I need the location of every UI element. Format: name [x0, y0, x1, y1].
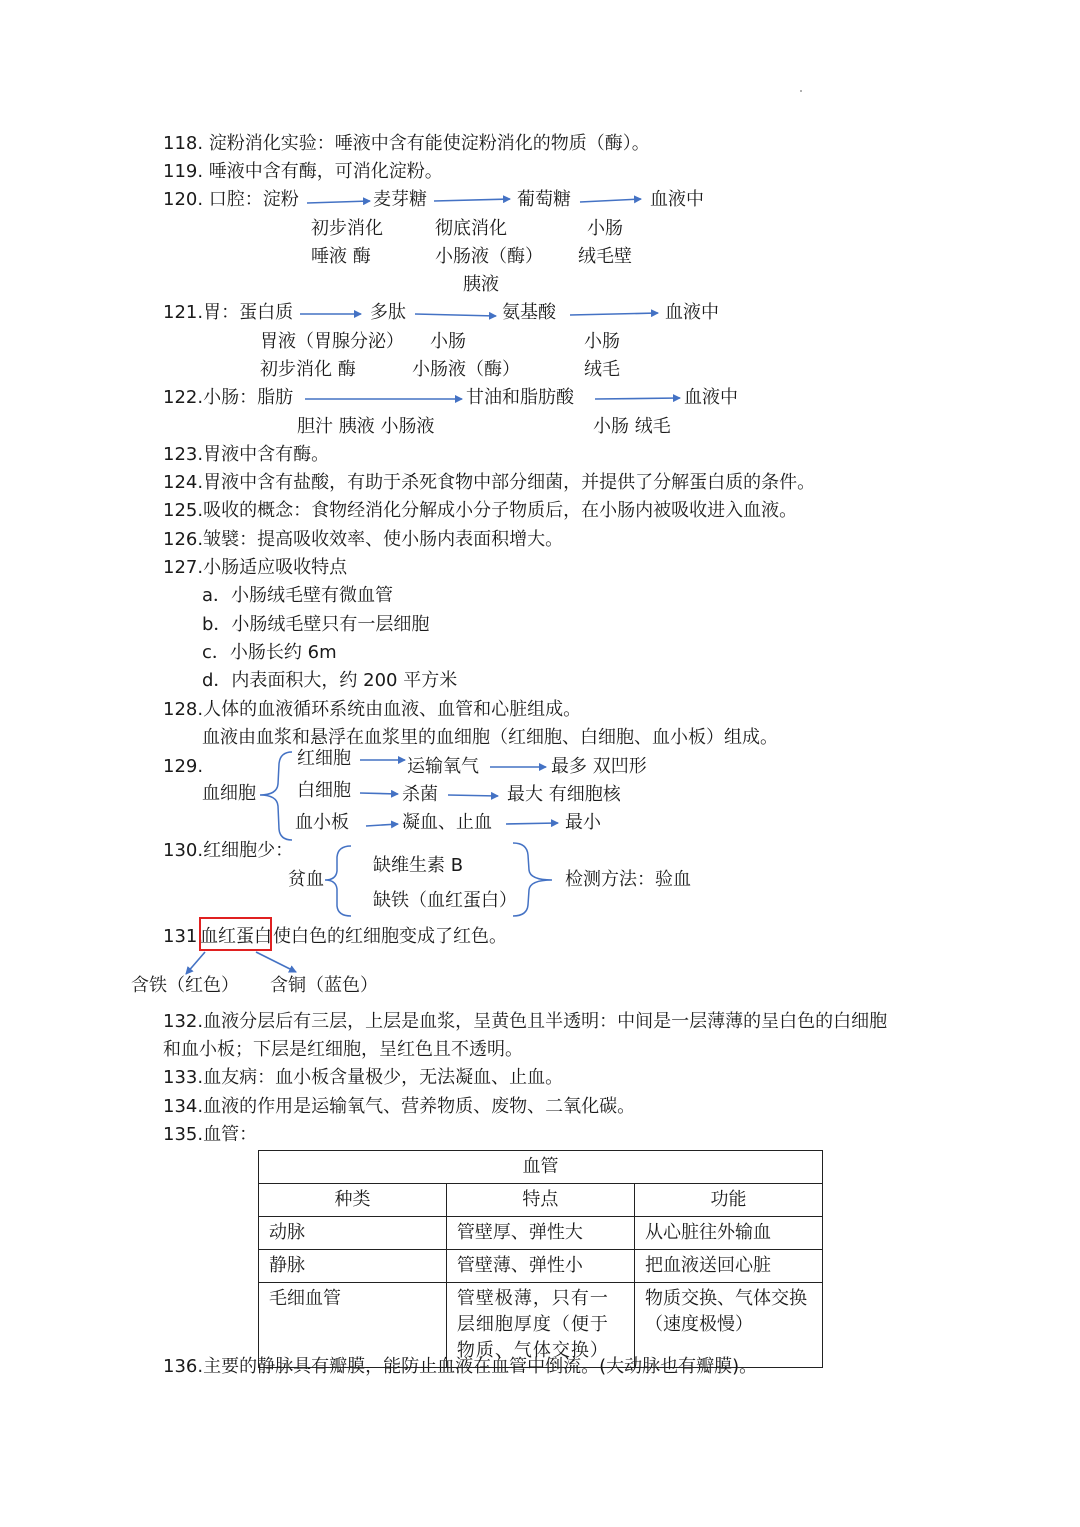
item-129-rbc-feat: 最多 双凹形 [551, 756, 647, 777]
item-122-note-a2: 小肠 绒毛 [593, 416, 671, 437]
table-cell: 从心脏往外输血 [634, 1217, 822, 1250]
table-title: 血管 [259, 1151, 823, 1184]
page-speck [800, 90, 802, 92]
item-121-note-a2: 小肠 [430, 331, 466, 352]
item-127-c: c．小肠长约 6m [202, 642, 337, 663]
item-129-plt-func: 凝血、止血 [402, 812, 492, 833]
item-131-iron: 含铁（红色） [131, 975, 239, 996]
table-row [259, 1250, 823, 1283]
item-121-note-b3: 绒毛 [584, 359, 620, 380]
item-130-cause-b: 缺维生素 B [373, 855, 464, 876]
item-128-b: 血液由血浆和悬浮在血浆里的血细胞（红细胞、白细胞、血小板）组成。 [202, 727, 778, 748]
item-130-test: 检测方法：验血 [565, 869, 691, 890]
item-132-line1: 132.血液分层后有三层，上层是血浆，呈黄色且半透明：中间是一层薄薄的呈白色的白细胞 [163, 1011, 888, 1032]
table-cell: 动脉 [259, 1217, 447, 1250]
arrow-icon [434, 199, 510, 201]
table-cell: 管壁厚、弹性大 [446, 1217, 634, 1250]
item-121-peptide: 多肽 [370, 302, 406, 323]
item-127: 127.小肠适应吸收特点 [163, 557, 348, 578]
item-121-note-a3: 小肠 [584, 331, 620, 352]
item-128: 128.人体的血液循环系统由血液、血管和心脏组成。 [163, 699, 582, 720]
table-header-function: 功能 [634, 1184, 822, 1217]
item-120-note-c2: 胰液 [463, 274, 499, 295]
item-120-note-b1: 唾液 酶 [311, 246, 371, 267]
arrow-icon [506, 823, 558, 824]
item-120-blood: 血液中 [650, 189, 704, 210]
table-cell: 管壁薄、弹性小 [446, 1250, 634, 1283]
arrow-icon [186, 952, 205, 974]
item-121-lead: 121.胃：蛋白质 [163, 302, 294, 323]
arrow-icon [570, 313, 658, 315]
item-134: 134.血液的作用是运输氧气、营养物质、废物、二氧化碳。 [163, 1096, 636, 1117]
table-header-type: 种类 [259, 1184, 447, 1217]
item-129-wbc-func: 杀菌 [402, 784, 438, 805]
item-130-anemia: 贫血 [288, 869, 324, 890]
item-129-plt: 血小板 [295, 812, 349, 833]
item-124: 124.胃液中含有盐酸，有助于杀死食物中部分细菌，并提供了分解蛋白质的条件。 [163, 472, 816, 493]
item-127-d: d．内表面积大，约 200 平方米 [202, 670, 458, 691]
table-cell: 把血液送回心脏 [634, 1250, 822, 1283]
item-133: 133.血友病：血小板含量极少，无法凝血、止血。 [163, 1067, 564, 1088]
brace-icon [513, 843, 552, 916]
table-cell: 管壁极薄，只有一层细胞厚度（便于物质、气体交换） [446, 1283, 634, 1368]
item-131-num: 131. [163, 926, 204, 947]
item-120-maltose: 麦芽糖 [373, 189, 427, 210]
item-122-lead: 122.小肠：脂肪 [163, 387, 294, 408]
item-120-note-b3: 绒毛壁 [578, 246, 632, 267]
table-cell: 物质交换、气体交换（速度极慢） [634, 1283, 822, 1368]
item-118: 118. 淀粉消化实验：唾液中含有能使淀粉消化的物质（酶）。 [163, 133, 650, 154]
item-131-hemoglobin: 血红蛋白 [200, 926, 272, 947]
item-121-amino: 氨基酸 [502, 302, 556, 323]
arrow-icon [307, 201, 370, 203]
item-129-rbc-func: 运输氧气 [407, 756, 479, 777]
item-122-blood: 血液中 [684, 387, 738, 408]
item-122-note-a1: 胆汁 胰液 小肠液 [297, 416, 435, 437]
item-127-b: b．小肠绒毛壁只有一层细胞 [202, 614, 430, 635]
item-121-note-b1: 初步消化 酶 [260, 359, 356, 380]
item-129-wbc-feat: 最大 有细胞核 [507, 784, 621, 805]
table-row [259, 1283, 823, 1368]
item-131-copper: 含铜（蓝色） [270, 975, 378, 996]
table-row [259, 1217, 823, 1250]
item-130: 130.红细胞少： [163, 840, 294, 861]
item-123: 123.胃液中含有酶。 [163, 444, 330, 465]
arrow-icon [415, 314, 496, 316]
table-cell: 毛细血管 [259, 1283, 447, 1368]
brace-icon [260, 752, 292, 840]
item-132-line2: 和血小板；下层是红细胞，呈红色且不透明。 [163, 1039, 523, 1060]
item-119: 119. 唾液中含有酶，可消化淀粉。 [163, 161, 443, 182]
item-121-note-b2: 小肠液（酶） [412, 359, 520, 380]
item-135: 135.血管： [163, 1124, 258, 1145]
item-136: 136.主要的静脉具有瓣膜，能防止血液在血管中倒流。(大动脉也有瓣膜)。 [163, 1356, 758, 1377]
item-120-note-a2: 彻底消化 [435, 218, 507, 239]
arrow-icon [448, 795, 498, 796]
item-120-note-b2: 小肠液（酶） [435, 246, 543, 267]
item-120-glucose: 葡萄糖 [517, 189, 571, 210]
arrow-icon [366, 824, 398, 826]
arrow-icon [360, 793, 398, 794]
blood-vessel-table [258, 1150, 823, 1368]
arrow-icon [595, 398, 680, 399]
item-126: 126.皱襞：提高吸收效率、使小肠内表面积增大。 [163, 529, 564, 550]
item-131-rest: 使白色的红细胞变成了红色。 [273, 926, 507, 947]
item-130-cause-fe: 缺铁（血红蛋白） [373, 890, 517, 911]
item-129-wbc: 白细胞 [297, 780, 351, 801]
item-129-plt-feat: 最小 [565, 812, 601, 833]
brace-icon [325, 846, 351, 916]
item-120-lead: 120. 口腔：淀粉 [163, 189, 299, 210]
table-header-feature: 特点 [446, 1184, 634, 1217]
arrow-icon [580, 199, 641, 202]
table-cell: 静脉 [259, 1250, 447, 1283]
item-129-num: 129. [163, 756, 204, 777]
item-120-note-a3: 小肠 [587, 218, 623, 239]
item-121-blood: 血液中 [665, 302, 719, 323]
item-120-note-a1: 初步消化 [311, 218, 383, 239]
hemoglobin-highlight-box [199, 917, 272, 951]
item-129-rbc: 红细胞 [297, 748, 351, 769]
arrow-icon [256, 952, 296, 972]
item-122-glycerol: 甘油和脂肪酸 [466, 387, 574, 408]
item-121-note-a1: 胃液（胃腺分泌） [260, 331, 404, 352]
item-129-root: 血细胞 [202, 783, 256, 804]
item-125: 125.吸收的概念：食物经消化分解成小分子物质后，在小肠内被吸收进入血液。 [163, 500, 798, 521]
item-127-a: a．小肠绒毛壁有微血管 [202, 585, 394, 606]
